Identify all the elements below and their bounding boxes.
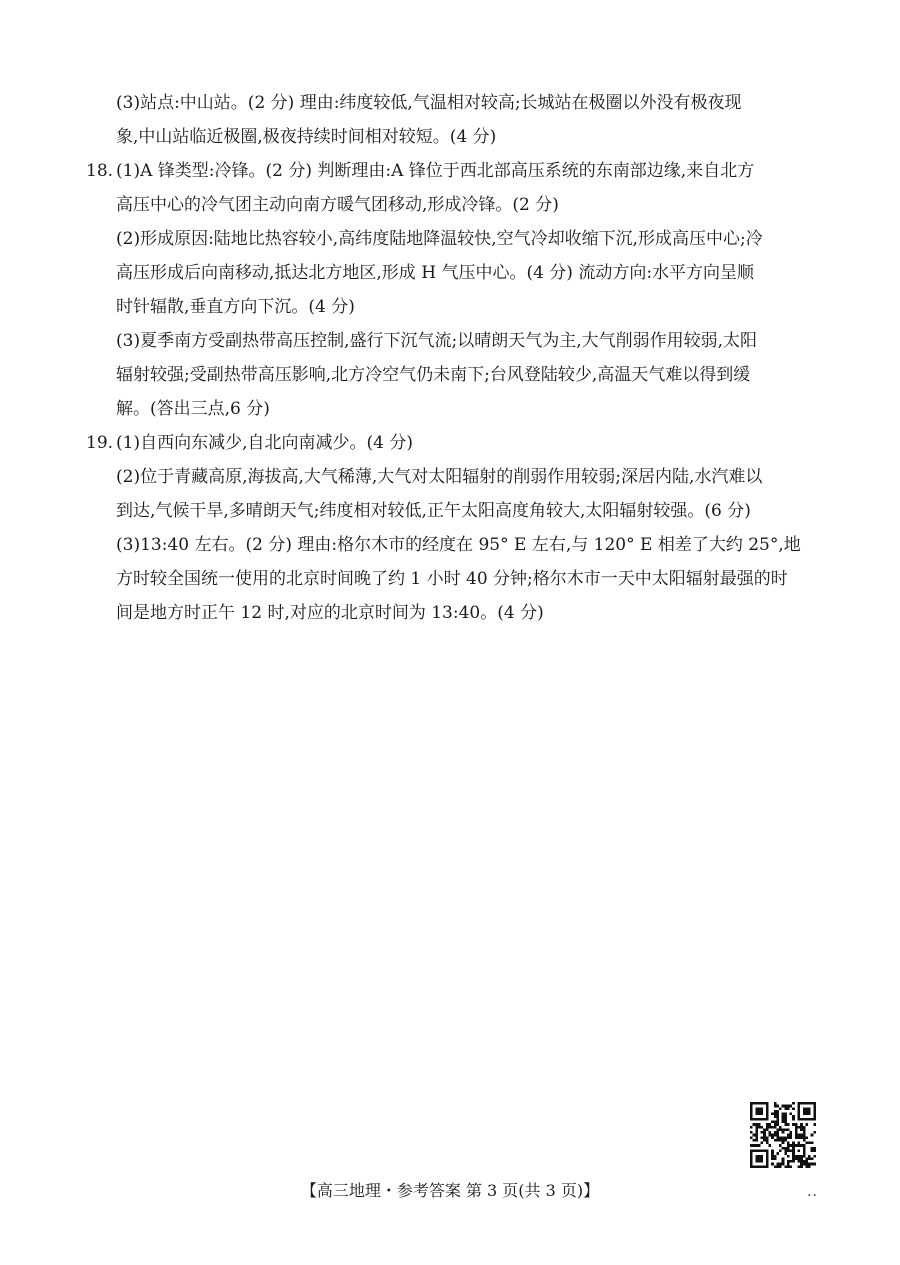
footer-dots: .. bbox=[807, 1184, 818, 1200]
q19-part2 bbox=[116, 460, 826, 528]
q18-part2 bbox=[116, 222, 826, 324]
text-line: 方时较全国统一使用的北京时间晚了约 1 小时 40 分钟;格尔木市一天中太阳辐射最强的时 bbox=[116, 569, 788, 589]
text-line: 间是地方时正午 12 时,对应的北京时间为 13:40。(4 分) bbox=[116, 603, 544, 623]
text-line: (2)形成原因:陆地比热容较小,高纬度陆地降温较快,空气冷却收缩下沉,形成高压中心;冷 bbox=[116, 229, 763, 249]
text-line: 高压形成后向南移动,抵达北方地区,形成 H 气压中心。(4 分) 流动方向:水平方向呈顺 bbox=[116, 263, 755, 283]
text-line: (3)13:40 左右。(2 分) 理由:格尔木市的经度在 95° E 左右,与 120° E 相差了大约 25°,地 bbox=[116, 535, 801, 555]
text-line: (2)位于青藏高原,海拔高,大气稀薄,大气对太阳辐射的削弱作用较弱;深居内陆,水汽难以 bbox=[116, 467, 763, 487]
q18-part3 bbox=[116, 324, 826, 426]
q17-part3 bbox=[86, 86, 826, 154]
answer-content bbox=[86, 86, 826, 630]
text-line: (3)站点:中山站。(2 分) 理由:纬度较低,气温相对较高;长城站在极圈以外没有极夜现 bbox=[116, 93, 742, 113]
question-19 bbox=[86, 426, 826, 630]
text-line: (1)A 锋类型:冷锋。(2 分) 判断理由:A 锋位于西北部高压系统的东南部边缘,来自北方 bbox=[116, 161, 755, 181]
text-line: 到达,气候干旱,多晴朗天气;纬度相对较低,正午太阳高度角较大,太阳辐射较强。(6 分) bbox=[116, 501, 751, 521]
question-18 bbox=[86, 154, 826, 426]
text-line: (1)自西向东减少,自北向南减少。(4 分) bbox=[116, 433, 413, 453]
q18-part1 bbox=[116, 154, 826, 222]
qr-code-icon bbox=[750, 1102, 816, 1168]
text-line: 解。(答出三点,6 分) bbox=[116, 399, 270, 419]
text-line: 时针辐散,垂直方向下沉。(4 分) bbox=[116, 297, 355, 317]
page-footer: 【高三地理・参考答案 第 3 页(共 3 页)】 bbox=[300, 1181, 600, 1200]
q19-part3 bbox=[116, 528, 826, 630]
question-number: 19. bbox=[86, 433, 114, 453]
text-line: 象,中山站临近极圈,极夜持续时间相对较短。(4 分) bbox=[116, 127, 497, 147]
text-line: 高压中心的冷气团主动向南方暖气团移动,形成冷锋。(2 分) bbox=[116, 195, 559, 215]
text-line: 辐射较强;受副热带高压影响,北方冷空气仍未南下;台风登陆较少,高温天气难以得到缓 bbox=[116, 365, 751, 385]
question-number: 18. bbox=[86, 161, 114, 181]
q19-part1 bbox=[116, 426, 826, 460]
text-line: (3)夏季南方受副热带高压控制,盛行下沉气流;以晴朗天气为主,大气削弱作用较弱,太阳 bbox=[116, 331, 758, 351]
